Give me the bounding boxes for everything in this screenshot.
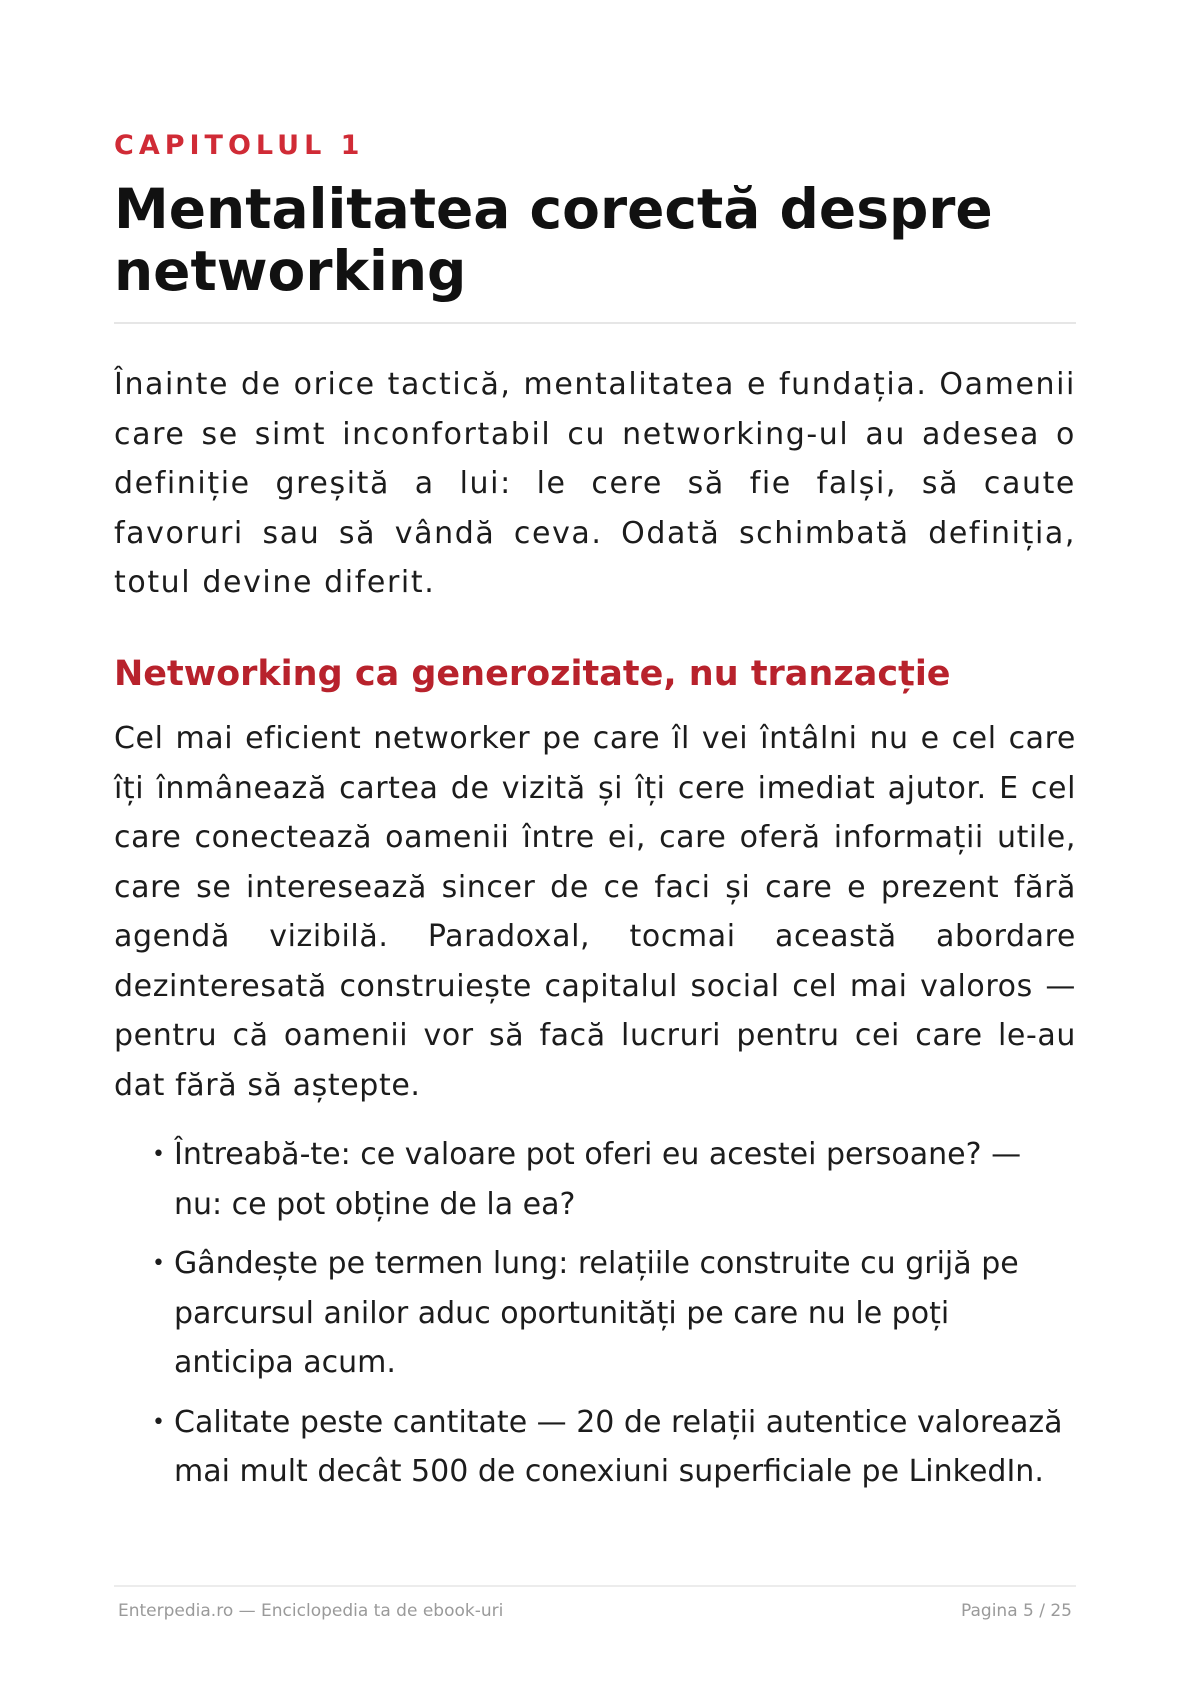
bullet-icon: • [152, 1251, 165, 1276]
chapter-title: Mentalitatea corectă despre networking [114, 177, 993, 303]
list-item [152, 1130, 1074, 1229]
footer-divider [114, 1585, 1076, 1587]
list-item [152, 1239, 1074, 1388]
footer-site-name: Enterpedia.ro — Enciclopedia ta de ebook-uri [118, 1601, 504, 1621]
bullet-icon: • [152, 1142, 165, 1167]
list-item-text: Calitate peste cantitate — 20 de relații autentice valorează mai mult decât 500 de conexiuni superficiale pe LinkedIn. [174, 1404, 1063, 1489]
intro-paragraph: Înainte de orice tactică, mentalitatea e fundația. Oamenii care se simt inconfortabil cu networking-ul au adesea o definiție greșită a lui: le cere să fie falși, să caute favoruri sau să vândă ceva. Odată schimbată definiția, totul devine diferit. [114, 367, 1076, 600]
chapter-label: CAPITOLUL 1 [114, 130, 365, 161]
list-item-text: Întreabă-te: ce valoare pot oferi eu acestei persoane? — nu: ce pot obține de la ea? [174, 1137, 1022, 1222]
bullet-icon: • [152, 1409, 165, 1435]
bullet-list [152, 1130, 1152, 1507]
list-item [152, 1398, 1074, 1497]
section-heading: Networking ca generozitate, nu tranzacție [114, 654, 951, 694]
title-divider [114, 322, 1076, 324]
footer-page-number: Pagina 5 / 25 [961, 1601, 1072, 1621]
list-item-text: Gândește pe termen lung: relațiile construite cu grijă pe parcursul anilor aduc oportunități pe care nu le poți anticipa acum. [174, 1246, 1019, 1380]
section-paragraph: Cel mai eficient networker pe care îl vei întâlni nu e cel care îți înmânează cartea de vizită și îți cere imediat ajutor. E cel care conectează oamenii între ei, care oferă informații utile, care se interesează sincer de ce faci și care e prezent fără agendă vizibilă. Paradoxal, tocmai această abordare dezinteresată construiește capitalul social cel mai valoros — pentru că oamenii vor să facă lucruri pentru cei care le-au dat fără să aștepte. [114, 721, 1076, 1103]
document-page [114, 0, 1076, 1683]
